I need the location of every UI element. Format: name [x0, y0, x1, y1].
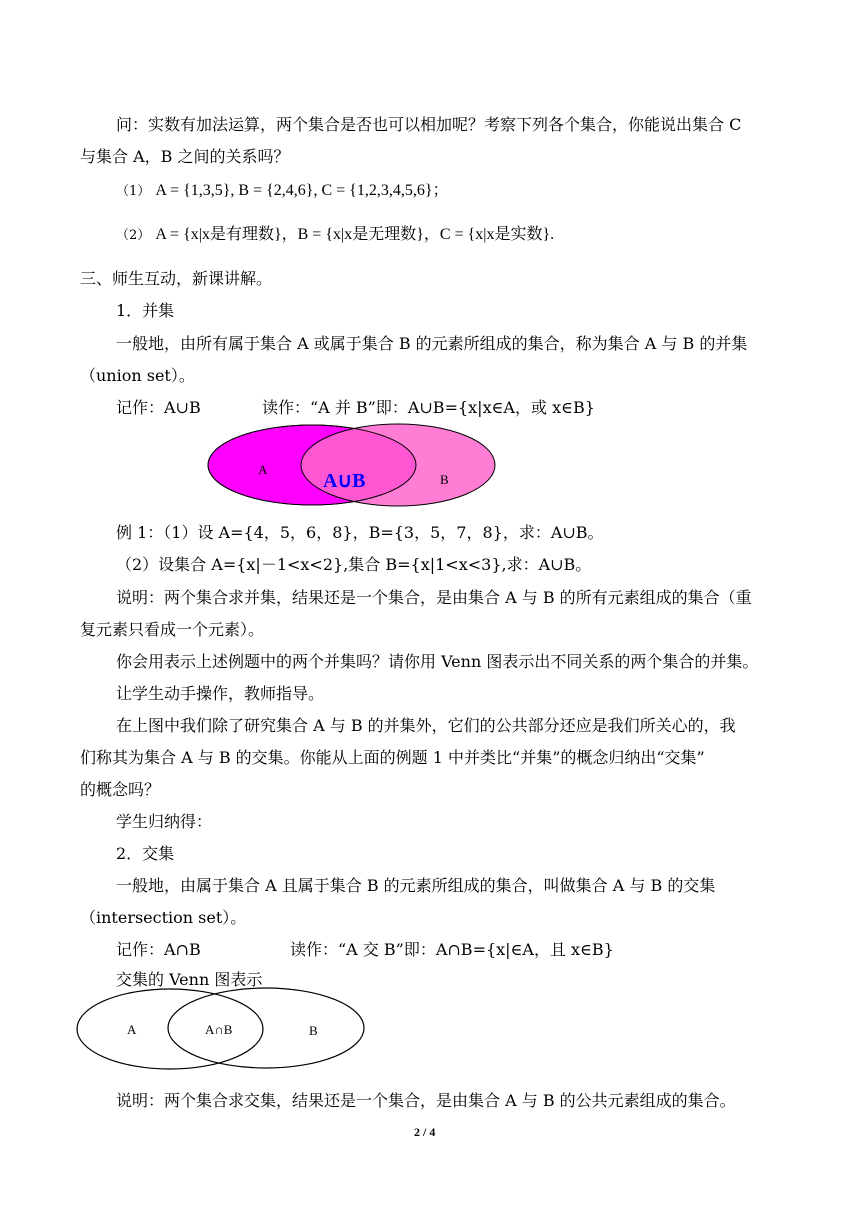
- venn-label-union: A∪B: [323, 470, 366, 492]
- venn-question: 你会用表示上述例题中的两个并集吗？请你用 Venn 图表示出不同关系的两个集合的并集。: [116, 652, 759, 671]
- venn-label-a: A: [258, 462, 268, 477]
- intersection-definition-line-2: （intersection set）。: [80, 908, 247, 927]
- transition-line-2: 们称其为集合 A 与 B 的交集。你能从上面的例题 1 中并类比“并集”的概念归纳出“交集”: [80, 748, 705, 767]
- hands-on-note: 让学生动手操作，教师指导。: [116, 684, 325, 703]
- question-line-2: 与集合 A，B 之间的关系吗？: [80, 147, 290, 166]
- set-expression: A = {x|x是有理数}，B = {x|x是无理数}，C = {x|x是实数}.: [155, 226, 555, 243]
- set-a-ellipse: [77, 989, 263, 1069]
- example-1-line-2: （2）设集合 A={x|－1<x<2},集合 B={x|1<x<3},求：A∪B。: [116, 555, 592, 574]
- set-b-ellipse: [168, 988, 364, 1068]
- venn-label-a: A: [127, 1022, 137, 1037]
- union-notation: 记作：A∪B: [116, 398, 201, 417]
- item-number: （2）: [116, 228, 151, 243]
- intersection-venn-caption: 交集的 Venn 图表示: [116, 970, 263, 989]
- question-line-1: 问：实数有加法运算，两个集合是否也可以相加呢？考察下列各个集合，你能说出集合 C: [116, 115, 742, 134]
- intersection-title: 2．交集: [116, 844, 175, 863]
- union-note-line-1: 说明：两个集合求并集，结果还是一个集合，是由集合 A 与 B 的所有元素组成的集合（重: [116, 588, 752, 607]
- union-title: 1．并集: [116, 301, 175, 320]
- union-definition-line-1: 一般地，由所有属于集合 A 或属于集合 B 的元素所组成的集合，称为集合 A 与 B 的并集: [116, 334, 748, 353]
- union-note-line-2: 复元素只看成一个元素）。: [80, 620, 265, 639]
- page-number: 2 / 4: [414, 1125, 436, 1139]
- transition-line-3: 的概念吗？: [80, 780, 161, 799]
- intersection-note: 说明：两个集合求交集，结果还是一个集合，是由集合 A 与 B 的公共元素组成的集合。: [116, 1091, 736, 1110]
- venn-label-b: B: [440, 472, 449, 487]
- example-1-line-1: 例 1：（1）设 A={4，5，6，8}，B={3，5，7，8}，求：A∪B。: [116, 523, 604, 542]
- union-reading: 读作：“A 并 B”即：A∪B={x|x∈A，或 x∈B}: [262, 398, 595, 417]
- intersection-definition-line-1: 一般地，由属于集合 A 且属于集合 B 的元素所组成的集合，叫做集合 A 与 B 的交集: [116, 876, 716, 895]
- intersection-reading: 读作：“A 交 B”即：A∩B={x|∈A，且 x∈B}: [290, 940, 614, 959]
- students-summarize: 学生归纳得：: [116, 812, 213, 831]
- intersection-notation: 记作：A∩B: [116, 940, 201, 959]
- section-heading: 三、师生互动，新课讲解。: [80, 269, 273, 288]
- item-number: （1）: [116, 184, 151, 199]
- union-definition-line-2: （union set）。: [80, 366, 195, 385]
- set-expression: A = {1,3,5}, B = {2,4,6}, C = {1,2,3,4,5,6}；: [155, 182, 449, 199]
- venn-label-intersection: A∩B: [205, 1022, 233, 1037]
- transition-line-1: 在上图中我们除了研究集合 A 与 B 的并集外，它们的公共部分还应是我们所关心的，我: [116, 716, 736, 735]
- venn-label-b: B: [309, 1023, 318, 1038]
